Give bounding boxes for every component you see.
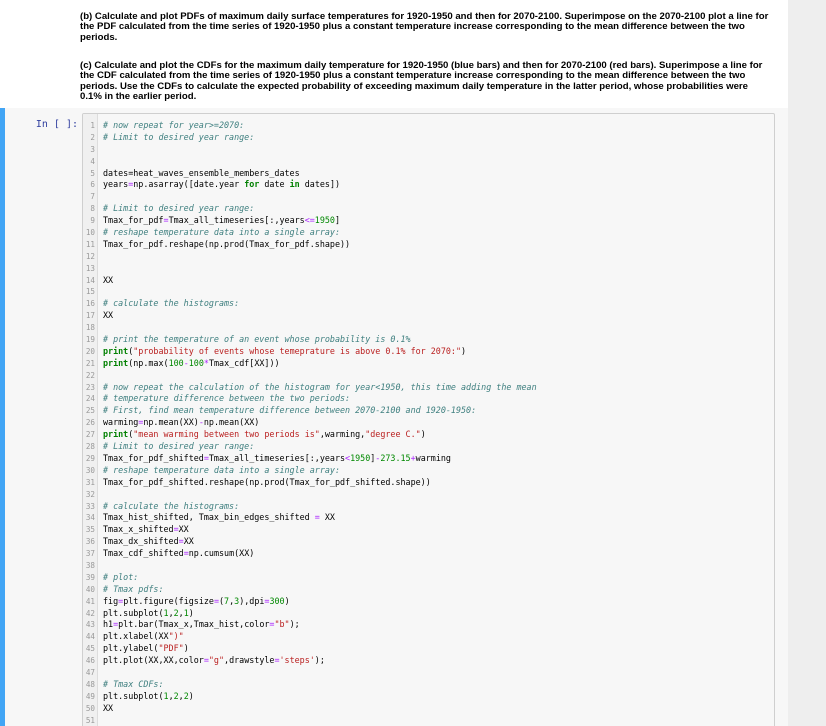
code-text: XX xyxy=(103,702,114,713)
line-number: 19 xyxy=(85,335,95,345)
code-text: print("mean warming between two periods is",warming,"degree C.") xyxy=(103,429,426,440)
code-text: # reshape temperature data into a single array: xyxy=(103,227,340,238)
code-line xyxy=(83,286,774,298)
line-number: 36 xyxy=(85,537,95,547)
line-number: 30 xyxy=(85,465,95,475)
code-text: plt.plot(XX,XX,color="g",drawstyle='steps'); xyxy=(103,655,325,666)
code-line xyxy=(83,691,774,703)
code-line xyxy=(83,370,774,382)
code-line xyxy=(83,643,774,655)
code-line xyxy=(83,477,774,489)
code-line xyxy=(83,608,774,620)
code-line xyxy=(83,524,774,536)
code-line xyxy=(83,512,774,524)
code-text: dates=heat_waves_ensemble_members_dates xyxy=(103,167,300,178)
code-line xyxy=(83,251,774,263)
line-number: 24 xyxy=(85,394,95,404)
line-number: 26 xyxy=(85,418,95,428)
code-text: fig=plt.figure(figsize=(7,3),dpi=300) xyxy=(103,595,290,606)
code-text: XX xyxy=(103,274,114,285)
code-line xyxy=(83,156,774,168)
line-number: 14 xyxy=(85,275,95,285)
code-text: Tmax_cdf_shifted=np.cumsum(XX) xyxy=(103,548,255,559)
code-text: Tmax_for_pdf_shifted=Tmax_all_timeseries[:,years<1950]-273.15+warming xyxy=(103,452,451,463)
code-line xyxy=(83,679,774,691)
line-number: 16 xyxy=(85,299,95,309)
code-line xyxy=(83,322,774,334)
code-line xyxy=(83,275,774,287)
line-number: 3 xyxy=(90,144,95,154)
code-line xyxy=(83,631,774,643)
code-line xyxy=(83,405,774,417)
line-number: 23 xyxy=(85,382,95,392)
code-line xyxy=(83,334,774,346)
code-line xyxy=(83,667,774,679)
line-number: 27 xyxy=(85,430,95,440)
code-lines xyxy=(83,120,774,726)
code-line xyxy=(83,441,774,453)
markdown-part-b: (b) Calculate and plot PDFs of maximum daily surface temperatures for 1920-1950 and then for 2070-2100. Superimpose on the 2070-2100 plot a line for the PDF calculated from the time series of 1920-1950 plus a constant temperature increase corresponding to the mean difference between the two periods. xyxy=(80,11,769,43)
code-text: # reshape temperature data into a single array: xyxy=(103,464,340,475)
code-text: years=np.asarray([date.year for date in dates]) xyxy=(103,179,341,190)
line-number: 46 xyxy=(85,656,95,666)
code-text: # print the temperature of an event whose probability is 0.1% xyxy=(103,334,411,345)
line-number: 47 xyxy=(85,667,95,677)
code-line xyxy=(83,703,774,715)
code-line xyxy=(83,596,774,608)
code-line xyxy=(83,132,774,144)
code-line xyxy=(83,382,774,394)
line-number: 45 xyxy=(85,644,95,654)
code-text: Tmax_for_pdf=Tmax_all_timeseries[:,years<=1950] xyxy=(103,215,341,226)
code-text: print(np.max(100-100*Tmax_cdf[XX])) xyxy=(103,357,280,368)
code-line xyxy=(83,310,774,322)
code-line xyxy=(83,584,774,596)
code-line xyxy=(83,453,774,465)
code-text: # Tmax CDFs: xyxy=(103,678,164,689)
code-text: Tmax_hist_shifted, Tmax_bin_edges_shifted = XX xyxy=(103,512,335,523)
line-number: 38 xyxy=(85,560,95,570)
code-text: print("probability of events whose temeprature is above 0.1% for 2070:") xyxy=(103,345,467,356)
code-text: plt.xlabel(XX")" xyxy=(103,631,184,642)
line-number: 12 xyxy=(85,251,95,261)
code-line xyxy=(83,144,774,156)
code-text: # calculate the histograms: xyxy=(103,298,240,309)
code-text: # now repeat the calculation of the histogram for year<1950, this time adding the mean xyxy=(103,381,537,392)
line-number: 48 xyxy=(85,679,95,689)
code-line xyxy=(83,120,774,132)
code-line xyxy=(83,548,774,560)
cell-selection-indicator xyxy=(0,108,5,726)
line-number: 4 xyxy=(90,156,95,166)
line-number: 21 xyxy=(85,358,95,368)
code-line xyxy=(83,227,774,239)
code-line xyxy=(83,655,774,667)
line-number: 51 xyxy=(85,715,95,725)
code-line xyxy=(83,536,774,548)
line-number: 5 xyxy=(90,168,95,178)
line-number: 15 xyxy=(85,287,95,297)
line-number: 31 xyxy=(85,477,95,487)
code-line xyxy=(83,393,774,405)
code-text: plt.subplot(1,2,1) xyxy=(103,607,194,618)
line-number: 41 xyxy=(85,596,95,606)
code-text: XX xyxy=(103,310,114,321)
code-line xyxy=(83,179,774,191)
code-line xyxy=(83,501,774,513)
line-number: 37 xyxy=(85,549,95,559)
right-scroll-gutter xyxy=(788,0,826,726)
line-number: 17 xyxy=(85,311,95,321)
line-number: 2 xyxy=(90,132,95,142)
line-number: 33 xyxy=(85,501,95,511)
code-text: Tmax_dx_shifted=XX xyxy=(103,536,194,547)
code-text: # plot: xyxy=(103,571,139,582)
code-editor[interactable] xyxy=(82,113,775,726)
line-number: 7 xyxy=(90,192,95,202)
code-line xyxy=(83,429,774,441)
line-number: 1 xyxy=(90,121,95,130)
line-number: 39 xyxy=(85,572,95,582)
line-number: 29 xyxy=(85,453,95,463)
line-number: 8 xyxy=(90,204,95,214)
code-line xyxy=(83,572,774,584)
line-number: 10 xyxy=(85,228,95,238)
line-number: 35 xyxy=(85,525,95,535)
code-text: # calculate the histograms: xyxy=(103,500,240,511)
code-line xyxy=(83,168,774,180)
code-line xyxy=(83,417,774,429)
line-number: 44 xyxy=(85,632,95,642)
code-line xyxy=(83,263,774,275)
line-number: 9 xyxy=(90,216,95,226)
line-number: 25 xyxy=(85,406,95,416)
code-text: Tmax_for_pdf_shifted.reshape(np.prod(Tmax_for_pdf_shifted.shape)) xyxy=(103,476,431,487)
code-text: # First, find mean temperature difference between 2070-2100 and 1920-1950: xyxy=(103,405,477,416)
line-number: 50 xyxy=(85,703,95,713)
code-line xyxy=(83,715,774,726)
code-line xyxy=(83,298,774,310)
code-line xyxy=(83,239,774,251)
code-text: # temperature difference between the two periods: xyxy=(103,393,351,404)
line-number: 34 xyxy=(85,513,95,523)
code-text: # Limit to desired year range: xyxy=(103,131,255,142)
code-text: # Tmax pdfs: xyxy=(103,583,164,594)
line-number: 49 xyxy=(85,691,95,701)
code-line xyxy=(83,619,774,631)
code-line xyxy=(83,215,774,227)
code-text: warming=np.mean(XX)-np.mean(XX) xyxy=(103,417,260,428)
line-number: 28 xyxy=(85,442,95,452)
code-line xyxy=(83,191,774,203)
code-line xyxy=(83,465,774,477)
line-number: 32 xyxy=(85,489,95,499)
line-number: 20 xyxy=(85,346,95,356)
code-text: plt.ylabel("PDF") xyxy=(103,643,189,654)
line-number: 40 xyxy=(85,584,95,594)
code-text: Tmax_for_pdf.reshape(np.prod(Tmax_for_pdf.shape)) xyxy=(103,238,351,249)
line-number: 11 xyxy=(85,239,95,249)
code-line xyxy=(83,560,774,572)
line-number: 42 xyxy=(85,608,95,618)
code-line xyxy=(83,358,774,370)
markdown-part-c: (c) Calculate and plot the CDFs for the maximum daily temperature for 1920-1950 (blue bars) and then for 2070-2100 (red bars). Superimpose a line for the CDF calculated from the time series of 1920-1950 plus a constant temperature increase corresponding to the mean difference between the two periods. Use the CDFs to calculate the expected probability of exceeding maximum daily temperature in the latter period, whose probabilities were 0.1% in the earlier period. xyxy=(80,60,763,103)
code-line xyxy=(83,203,774,215)
code-text: # now repeat for year>=2070: xyxy=(103,120,245,130)
line-number: 13 xyxy=(85,263,95,273)
line-number: 22 xyxy=(85,370,95,380)
line-number: 6 xyxy=(90,180,95,190)
line-number: 43 xyxy=(85,620,95,630)
cell-prompt: In [ ]: xyxy=(35,119,78,130)
code-line xyxy=(83,346,774,358)
code-line xyxy=(83,489,774,501)
code-text: Tmax_x_shifted=XX xyxy=(103,524,189,535)
line-number: 18 xyxy=(85,323,95,333)
code-text: h1=plt.bar(Tmax_x,Tmax_hist,color="b"); xyxy=(103,619,300,630)
code-text: plt.subplot(1,2,2) xyxy=(103,690,194,701)
code-text: # Limit to desired year range: xyxy=(103,441,255,452)
code-text: # Limit to desired year range: xyxy=(103,203,255,214)
